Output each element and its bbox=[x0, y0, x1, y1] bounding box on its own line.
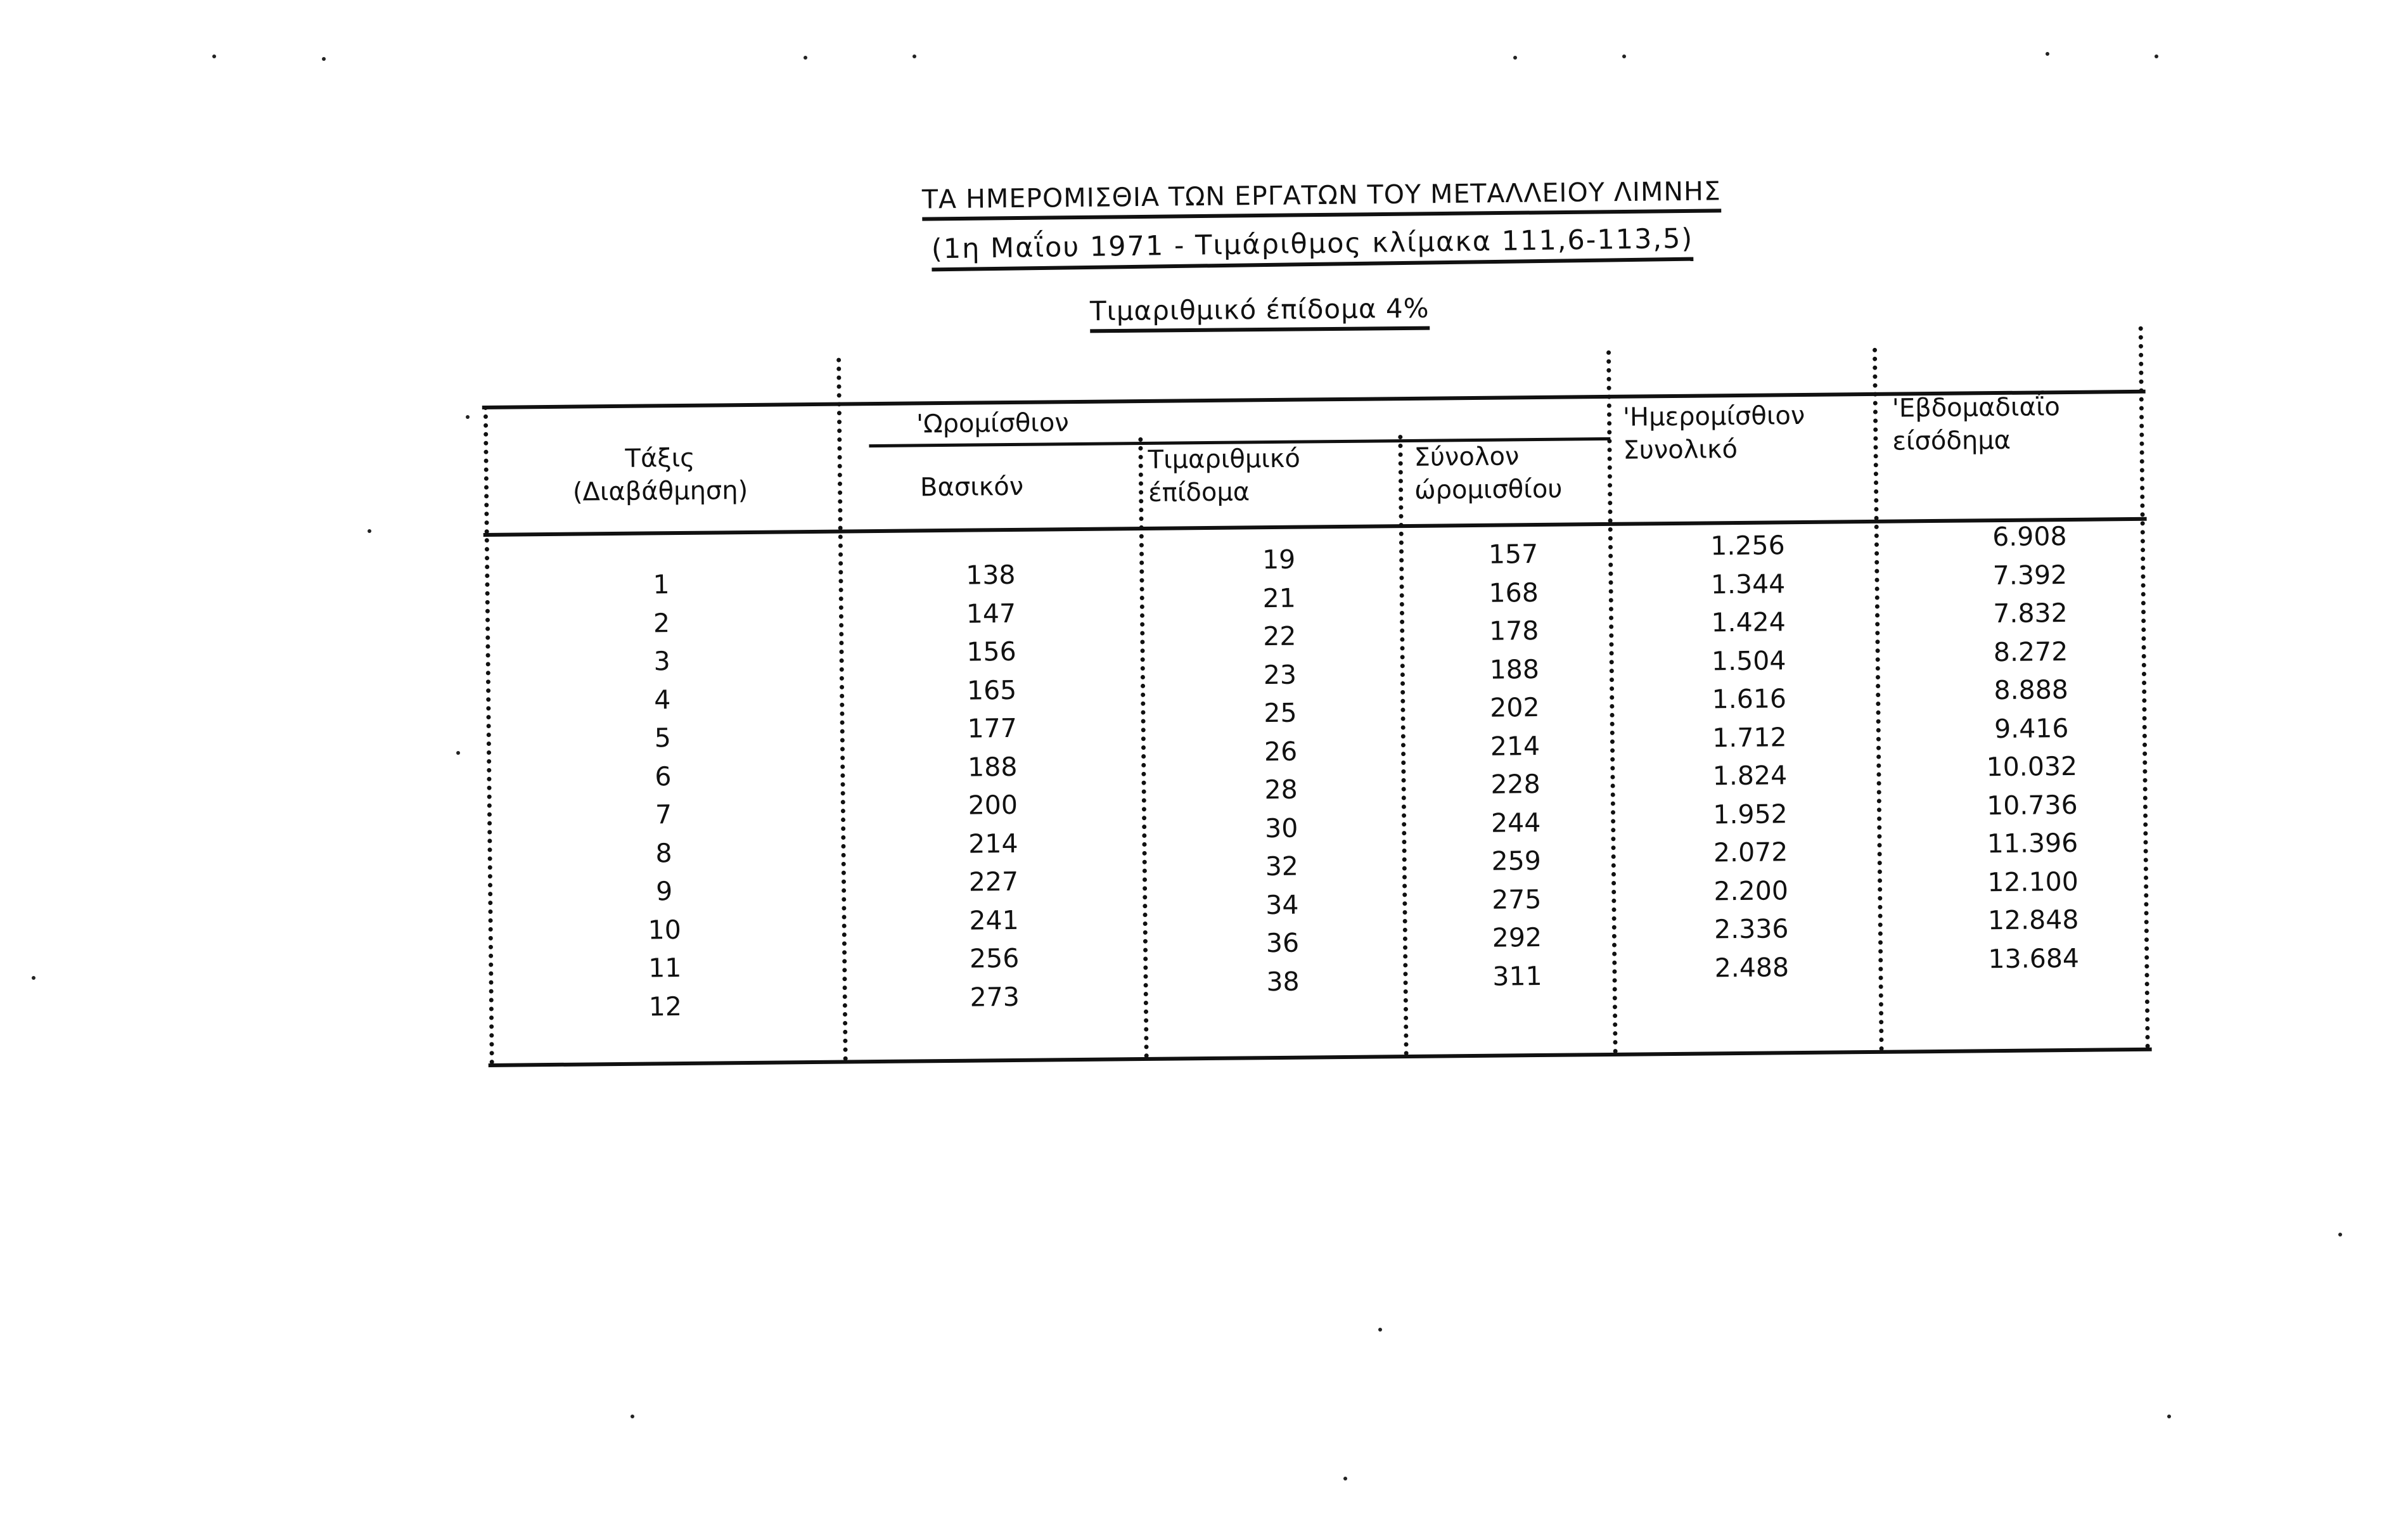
table-cell: 200 bbox=[968, 789, 1018, 821]
table-cell: 2.200 bbox=[1713, 875, 1789, 906]
scan-speck bbox=[2338, 1233, 2342, 1236]
column-total-hourly bbox=[1463, 535, 1568, 996]
column-allowance bbox=[1228, 540, 1334, 1001]
table-cell: 11 bbox=[648, 953, 682, 984]
table-cell: 1 bbox=[653, 569, 670, 600]
header-allowance-line2: έπίδομα bbox=[1148, 477, 1250, 508]
table-cell: 8.888 bbox=[1994, 674, 2069, 706]
table-cell: 30 bbox=[1264, 812, 1298, 844]
table-cell: 311 bbox=[1492, 960, 1542, 992]
table-cell: 214 bbox=[968, 828, 1018, 859]
table-cell: 9.416 bbox=[1994, 712, 2069, 744]
table-cell: 1.616 bbox=[1712, 683, 1787, 715]
header-total-hourly bbox=[1414, 440, 1562, 507]
scan-speck bbox=[456, 751, 460, 755]
header-allowance-line1: Τιμαριθμικό bbox=[1148, 444, 1301, 475]
table-cell: 7.392 bbox=[1992, 559, 2068, 591]
scan-speck bbox=[913, 55, 916, 58]
header-hourly-group: 'Ωρομίσθιον bbox=[916, 408, 1069, 439]
scan-speck bbox=[631, 1415, 634, 1418]
table-cell: 6.908 bbox=[1992, 521, 2067, 553]
table-cell: 202 bbox=[1490, 692, 1540, 723]
table-cell: 1.712 bbox=[1712, 721, 1787, 753]
table-cell: 19 bbox=[1262, 544, 1296, 575]
table-cell: 259 bbox=[1491, 845, 1542, 876]
column-grade bbox=[610, 565, 716, 1027]
header-basic: Βασικόν bbox=[919, 472, 1024, 503]
table-cell: 8 bbox=[655, 837, 672, 868]
header-weekly bbox=[1892, 390, 2061, 458]
table-cell: 26 bbox=[1264, 736, 1298, 767]
table-cell: 13.684 bbox=[1988, 942, 2080, 974]
table-cell: 12.100 bbox=[1987, 866, 2079, 897]
table-cell: 214 bbox=[1490, 730, 1540, 762]
table-cell: 25 bbox=[1264, 697, 1297, 729]
header-daily-line2: Συνολικό bbox=[1623, 434, 1738, 465]
table-cell: 275 bbox=[1491, 883, 1542, 915]
scan-speck bbox=[2046, 52, 2049, 56]
header-allowance bbox=[1148, 442, 1300, 510]
scan-speck bbox=[368, 529, 371, 533]
table-cell: 168 bbox=[1489, 577, 1539, 608]
header-total-hourly-line1: Σύνολον bbox=[1414, 442, 1520, 472]
header-weekly-line2: είσόδημα bbox=[1892, 425, 2011, 456]
table-cell: 2.488 bbox=[1714, 951, 1790, 983]
table-cell: 2.072 bbox=[1713, 837, 1788, 868]
divider-allowance-total bbox=[1398, 435, 1408, 1056]
table-cell: 32 bbox=[1265, 851, 1299, 882]
table-cell: 273 bbox=[970, 981, 1020, 1013]
header-bottom-rule bbox=[484, 517, 2147, 537]
table-cell: 8.272 bbox=[1993, 636, 2068, 667]
header-weekly-line1: 'Εβδομαδιαΐο bbox=[1892, 392, 2061, 423]
table-cell: 1.256 bbox=[1710, 530, 1785, 562]
scan-speck bbox=[1622, 55, 1626, 58]
table-cell: 147 bbox=[966, 598, 1016, 629]
table-cell: 10.736 bbox=[1986, 789, 2078, 821]
table-cell: 23 bbox=[1263, 659, 1297, 690]
divider-daily-weekly bbox=[1873, 348, 1884, 1051]
divider-basic-allowance bbox=[1138, 437, 1148, 1058]
table-cell: 241 bbox=[969, 904, 1019, 936]
table-cell: 1.824 bbox=[1712, 760, 1788, 792]
header-grade-line1: Τάξις bbox=[625, 443, 695, 473]
scan-speck bbox=[32, 976, 35, 980]
table-cell: 1.344 bbox=[1710, 568, 1786, 600]
scan-speck bbox=[804, 56, 807, 60]
table-cell: 34 bbox=[1265, 889, 1299, 920]
table-cell: 1.424 bbox=[1711, 607, 1786, 638]
table-cell: 5 bbox=[654, 722, 672, 754]
scan-speck bbox=[212, 55, 216, 58]
table-cell: 227 bbox=[968, 866, 1019, 897]
header-daily bbox=[1623, 399, 1805, 467]
table-cell: 188 bbox=[1489, 653, 1540, 685]
table-cell: 10.032 bbox=[1986, 750, 2078, 783]
table-cell: 292 bbox=[1492, 921, 1542, 953]
table-cell: 12.848 bbox=[1987, 904, 2079, 936]
wage-table bbox=[482, 339, 2161, 1103]
table-cell: 244 bbox=[1490, 807, 1541, 838]
column-daily bbox=[1678, 526, 1822, 987]
scan-speck bbox=[2167, 1415, 2171, 1418]
table-cell: 138 bbox=[966, 559, 1016, 591]
table-cell: 1.504 bbox=[1711, 645, 1786, 676]
table-cell: 36 bbox=[1265, 927, 1300, 959]
table-cell: 1.952 bbox=[1713, 798, 1788, 830]
table-cell: 7.832 bbox=[1993, 597, 2068, 629]
table-cell: 21 bbox=[1262, 582, 1297, 613]
table-cell: 22 bbox=[1262, 620, 1297, 652]
table-cell: 156 bbox=[966, 636, 1016, 667]
header-total-hourly-line2: ώρομισθίου bbox=[1414, 474, 1563, 505]
scan-speck bbox=[2155, 55, 2158, 58]
allowance-title: Τιμαριθμικό έπίδομα 4% bbox=[1090, 293, 1430, 333]
divider-grade-basic bbox=[836, 358, 848, 1062]
scan-speck bbox=[466, 415, 470, 419]
document-subtitle: (1η Μαΐου 1971 - Τιμάριθμος κλίμακα 111,6-113,5) bbox=[932, 223, 1694, 272]
table-cell: 2.336 bbox=[1713, 913, 1789, 945]
table-left-border bbox=[484, 406, 494, 1065]
table-right-border bbox=[2139, 326, 2150, 1049]
table-cell: 177 bbox=[967, 712, 1018, 744]
table-cell: 178 bbox=[1489, 615, 1539, 646]
divider-total-daily bbox=[1606, 350, 1618, 1054]
table-cell: 12 bbox=[648, 991, 682, 1022]
table-bottom-rule bbox=[489, 1048, 2152, 1067]
table-cell: 256 bbox=[969, 942, 1020, 974]
table-cell: 4 bbox=[653, 684, 671, 715]
table-cell: 10 bbox=[648, 914, 682, 946]
table-cell: 3 bbox=[653, 646, 670, 677]
table-cell: 7 bbox=[655, 799, 672, 830]
header-grade bbox=[527, 440, 793, 509]
table-cell: 228 bbox=[1490, 768, 1540, 800]
table-cell: 38 bbox=[1266, 966, 1300, 997]
scan-speck bbox=[1513, 56, 1517, 60]
column-basic bbox=[940, 556, 1046, 1017]
table-cell: 11.396 bbox=[1987, 827, 2078, 859]
table-cell: 188 bbox=[967, 751, 1018, 783]
scan-speck bbox=[322, 57, 326, 61]
table-cell: 165 bbox=[966, 674, 1017, 706]
table-cell: 28 bbox=[1264, 774, 1298, 806]
header-grade-line2: (Διαβάθμηση) bbox=[572, 475, 748, 507]
table-cell: 157 bbox=[1488, 539, 1539, 570]
scan-speck bbox=[1343, 1477, 1347, 1480]
scan-speck bbox=[1378, 1328, 1382, 1332]
table-cell: 6 bbox=[655, 761, 672, 792]
column-weekly bbox=[1954, 517, 2110, 978]
document-title: ΤΑ ΗΜΕΡΟΜΙΣΘΙΑ ΤΩΝ ΕΡΓΑΤΩΝ ΤΟΥ ΜΕΤΑΛΛΕΙΟΥ ΛΙΜΝΗΣ bbox=[922, 176, 1721, 221]
header-daily-line1: 'Ημερομίσθιον bbox=[1622, 401, 1805, 432]
table-cell: 2 bbox=[653, 607, 670, 638]
table-cell: 9 bbox=[655, 876, 673, 907]
